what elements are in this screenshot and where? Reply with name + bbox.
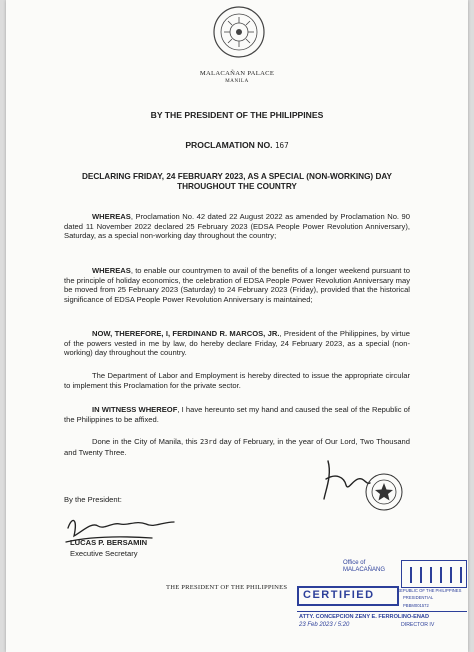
stamp-office-line1: Office of	[343, 560, 366, 566]
president-seal-icon	[364, 472, 404, 512]
secretary-name: LUCAS P. BERSAMIN	[70, 538, 148, 547]
stamp-certifier-name: ATTY. CONCEPCION ZENY E. FERROLINO-ENAD	[299, 614, 430, 620]
palace-building-icon	[401, 560, 467, 588]
proclamation-heading	[6, 140, 468, 150]
stamp-office	[343, 560, 385, 574]
stamp-divider	[297, 611, 467, 612]
president-title-footer: THE PRESIDENT OF THE PHILIPPINES	[166, 584, 288, 591]
whereas-text-1: , Proclamation No. 42 dated 22 August 2022 as amended by Proclamation No. 90 dated 11 November 2022 declared 25 February 2023 (EDSA People Power Revolution Anniversary), Saturday, as a special non-working day throughout the country;	[64, 212, 410, 241]
certified-label: CERTIFIED	[303, 589, 375, 601]
proclamation-number: 167	[274, 141, 289, 150]
stamp-code: PBBM001572	[403, 603, 429, 608]
by-president-heading: BY THE PRESIDENT OF THE PHILIPPINES	[150, 110, 324, 120]
now-therefore-lead: NOW, THEREFORE, I, FERDINAND R. MARCOS, JR.	[92, 329, 280, 338]
stamp-director: DIRECTOR IV	[401, 622, 435, 628]
stamp-date: 23 Feb 2023 / 5:20	[299, 622, 350, 628]
done-before: Done in the City of Manila, this	[92, 437, 200, 446]
palace-city: MANILA	[225, 79, 249, 84]
by-the-president-label: By the President:	[64, 495, 122, 504]
witness-lead: IN WITNESS WHEREOF	[92, 405, 178, 414]
certified-box	[297, 586, 399, 606]
secretary-title: Executive Secretary	[70, 549, 138, 558]
witness-text: , I have hereunto set my hand and caused the seal of the Republic of the Philippines to be affixed.	[64, 405, 411, 424]
whereas-lead-2: WHEREAS	[92, 266, 131, 275]
proclamation-label: PROCLAMATION NO.	[185, 140, 273, 150]
done-after: day of February, in the year of Our Lord, Two Thousand and Twenty Three.	[64, 437, 410, 457]
whereas-paragraph-2	[64, 266, 410, 304]
whereas-paragraph-1	[64, 212, 410, 241]
proclamation-page	[6, 0, 468, 652]
declaring-title: DECLARING FRIDAY, 24 FEBRUARY 2023, AS A SPECIAL (NON-WORKING) DAY THROUGHOUT THE COUNTRY	[82, 172, 392, 191]
now-therefore-text: , President of the Philippines, by virtue of the powers vested in me by law, do hereby declare Friday, 24 February 2023, as a special (non-working) day throughout the country.	[64, 329, 410, 358]
stamp-republic: REPUBLIC OF THE PHILIPPINES	[397, 588, 462, 593]
stamp-office-line2: MALACAÑANG	[343, 567, 386, 573]
whereas-text-2: , to enable our countrymen to avail of the benefits of a longer weekend pursuant to the principle of holiday economics, the celebration of EDSA People Power Revolution Anniversary may be moved from 25 February 2023 (Saturday) to 24 February 2023 (Friday), provided that the historical significance of EDSA People Power Revolution Anniversary is maintained;	[64, 266, 410, 304]
presidential-seal-icon	[213, 6, 265, 58]
dole-paragraph	[64, 371, 410, 390]
dole-text: The Department of Labor and Employment is hereby directed to issue the appropriate circular to implement this Proclamation for the private sector.	[64, 371, 410, 390]
stamp-presidential: PRESIDENTIAL	[403, 595, 434, 600]
palace-name: MALACAÑAN PALACE	[199, 70, 275, 77]
whereas-lead-1: WHEREAS	[92, 212, 131, 221]
now-therefore-paragraph	[64, 329, 410, 358]
witness-paragraph	[64, 405, 410, 424]
certified-stamp	[293, 556, 469, 652]
done-day: 23rd	[199, 438, 217, 446]
